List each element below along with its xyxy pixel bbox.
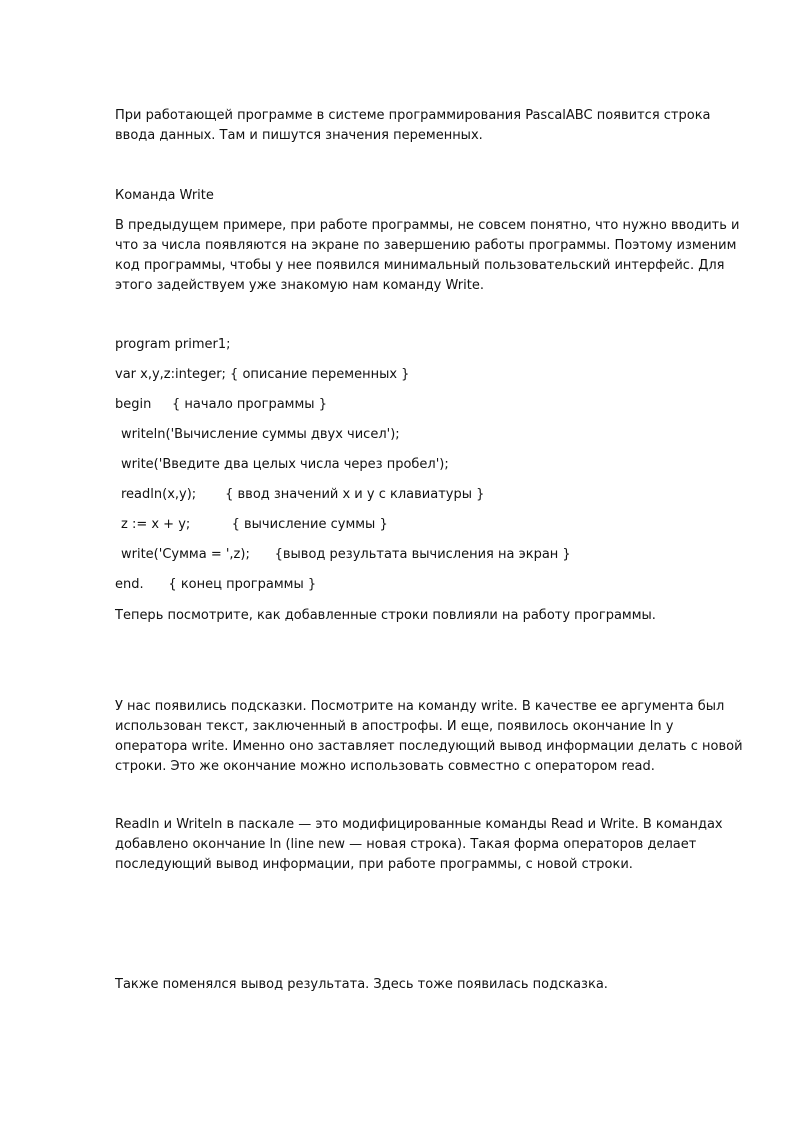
readln-writeln-paragraph: Readln и Writeln в паскале — это модифицированные команды Read и Write. В командах добавлено окончание ln (line new — новая строка). Такая форма операторов делает последующий вывод информации, при работе программы, с новой строки. xyxy=(115,817,723,872)
code-line-readln: readln(x,y); { ввод значений x и y с клавиатуры } xyxy=(121,487,485,502)
code-line-sum: z := x + y; { вычисление суммы } xyxy=(121,517,388,532)
code-line-write-result: write('Сумма = ',z); {вывод результата вычисления на экран } xyxy=(121,547,571,562)
code-line-program: program primer1; xyxy=(115,337,231,352)
code-line-var: var x,y,z:integer; { описание переменных } xyxy=(115,367,410,382)
intro-paragraph: При работающей программе в системе программирования PascalABC появится строка ввода данных. Там и пишутся значения переменных. xyxy=(115,108,711,143)
hints-paragraph: У нас появились подсказки. Посмотрите на команду write. В качестве ее аргумента был использован текст, заключенный в апострофы. И еще, появилось окончание ln у оператора write. Именно оно заставляет последующий вывод информации делать с новой строки. Это же окончание можно использовать совместно с оператором read. xyxy=(115,699,743,774)
code-line-writeln: writeln('Вычисление суммы двух чисел'); xyxy=(121,427,400,442)
result-paragraph: Также поменялся вывод результата. Здесь тоже появилась подсказка. xyxy=(115,977,608,992)
write-explanation-paragraph: В предыдущем примере, при работе программы, не совсем понятно, что нужно вводить и что за числа появляются на экране по завершению работы программы. Поэтому изменим код программы, чтобы у нее появился минимальный пользовательский интерфейс. Для этого задействуем уже знакомую нам команду Write. xyxy=(115,218,740,293)
after-code-paragraph: Теперь посмотрите, как добавленные строки повлияли на работу программы. xyxy=(115,608,656,623)
code-line-begin: begin { начало программы } xyxy=(115,397,327,412)
write-command-heading: Команда Write xyxy=(115,188,214,203)
code-line-end: end. { конец программы } xyxy=(115,577,317,592)
code-line-write-prompt: write('Введите два целых числа через пробел'); xyxy=(121,457,449,472)
